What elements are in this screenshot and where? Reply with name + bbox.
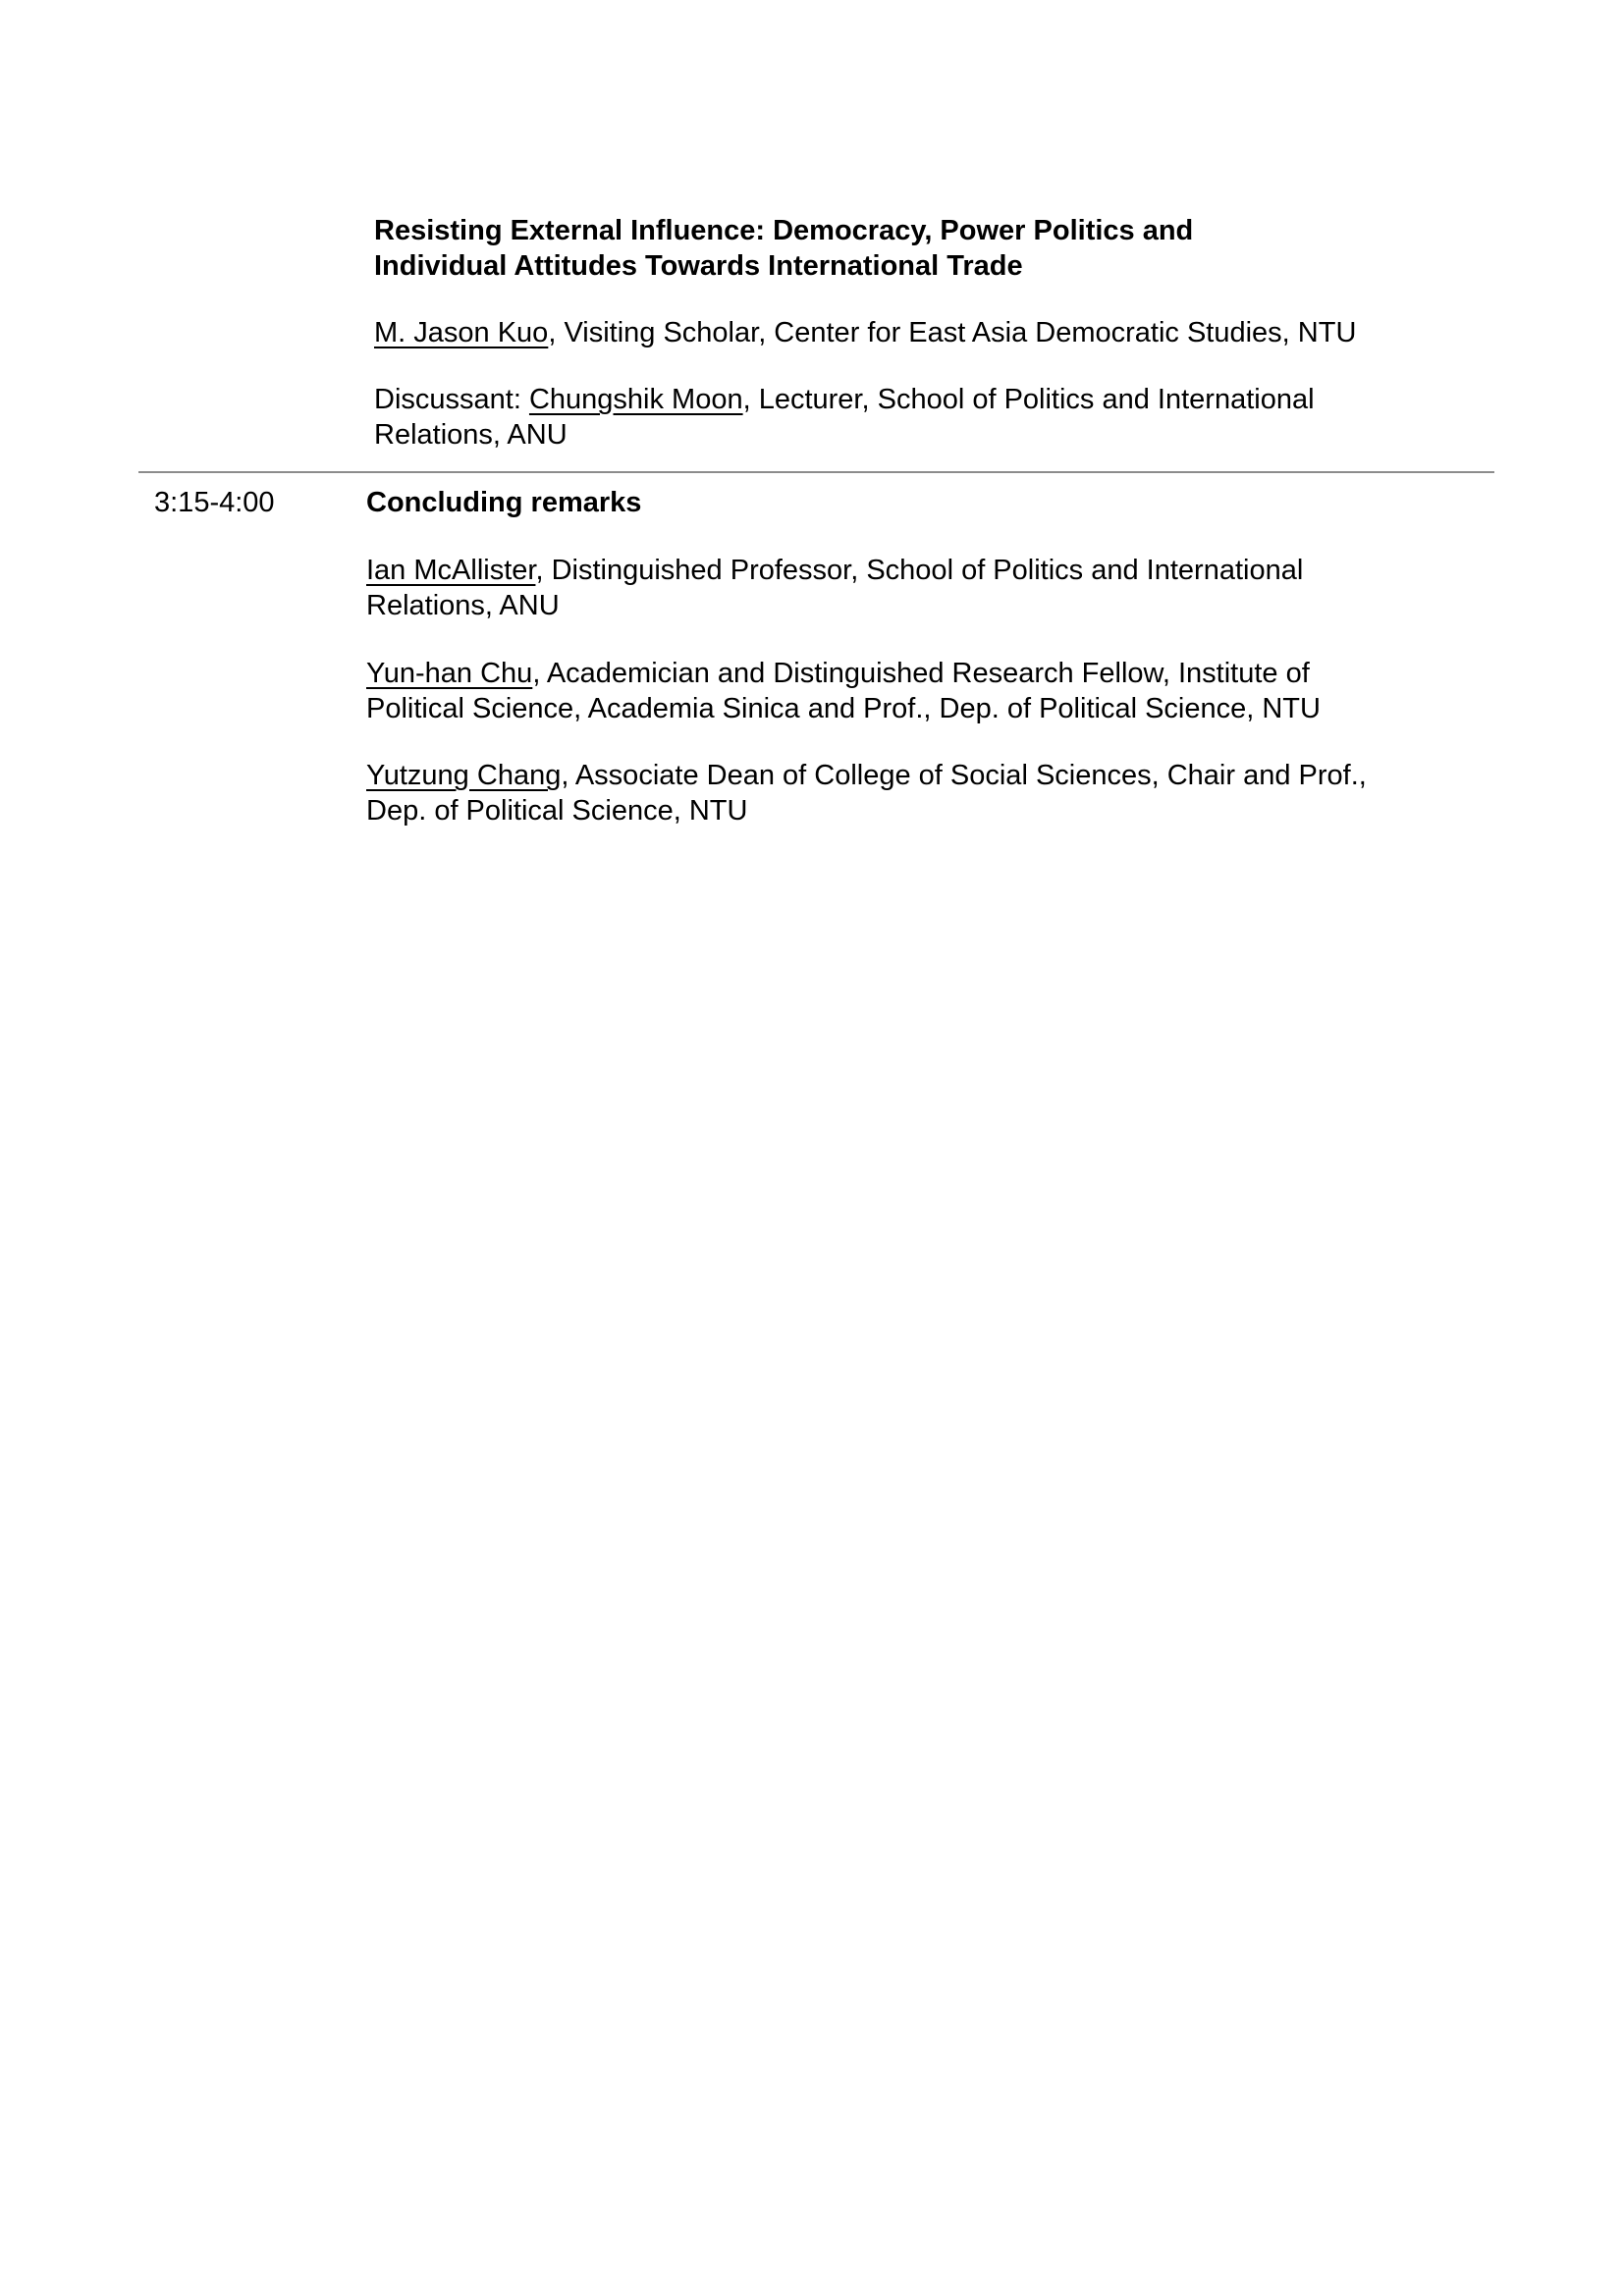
speaker-1-name: Ian McAllister xyxy=(366,555,536,586)
speaker-3-line-1 xyxy=(366,758,1367,793)
paper-title-line-1: Resisting External Influence: Democracy, Power Politics and xyxy=(374,215,1194,246)
speaker-2-name: Yun-han Chu xyxy=(366,658,533,689)
section-divider xyxy=(138,471,1494,473)
speaker-2-line-1 xyxy=(366,656,1310,691)
speaker-1-affiliation: , Distinguished Professor, School of Politics and International xyxy=(535,555,1304,586)
discussant-line-1 xyxy=(374,382,1315,417)
presenter-line xyxy=(374,315,1356,350)
speaker-3-affiliation: , Associate Dean of College of Social Sciences, Chair and Prof., xyxy=(561,760,1367,791)
speaker-3-line-2: Dep. of Political Science, NTU xyxy=(366,795,748,827)
session-title: Concluding remarks xyxy=(366,487,642,518)
speaker-1-line-2: Relations, ANU xyxy=(366,590,560,621)
discussant-line-2: Relations, ANU xyxy=(374,419,568,451)
discussant-name: Chungshik Moon xyxy=(528,384,743,415)
presenter-name: M. Jason Kuo xyxy=(374,317,549,348)
session-time: 3:15-4:00 xyxy=(154,487,275,518)
discussant-prefix: Discussant: xyxy=(374,384,529,415)
presenter-affiliation: , Visiting Scholar, Center for East Asia Democratic Studies, NTU xyxy=(548,317,1357,348)
discussant-affiliation: , Lecturer, School of Politics and International xyxy=(742,384,1315,415)
speaker-1-line-1 xyxy=(366,553,1303,588)
speaker-3-name: Yutzung Chang xyxy=(366,760,562,791)
speaker-2-affiliation: , Academician and Distinguished Research Fellow, Institute of xyxy=(532,658,1310,689)
speaker-2-line-2: Political Science, Academia Sinica and Prof., Dep. of Political Science, NTU xyxy=(366,693,1321,724)
paper-title-line-2: Individual Attitudes Towards International Trade xyxy=(374,250,1023,282)
